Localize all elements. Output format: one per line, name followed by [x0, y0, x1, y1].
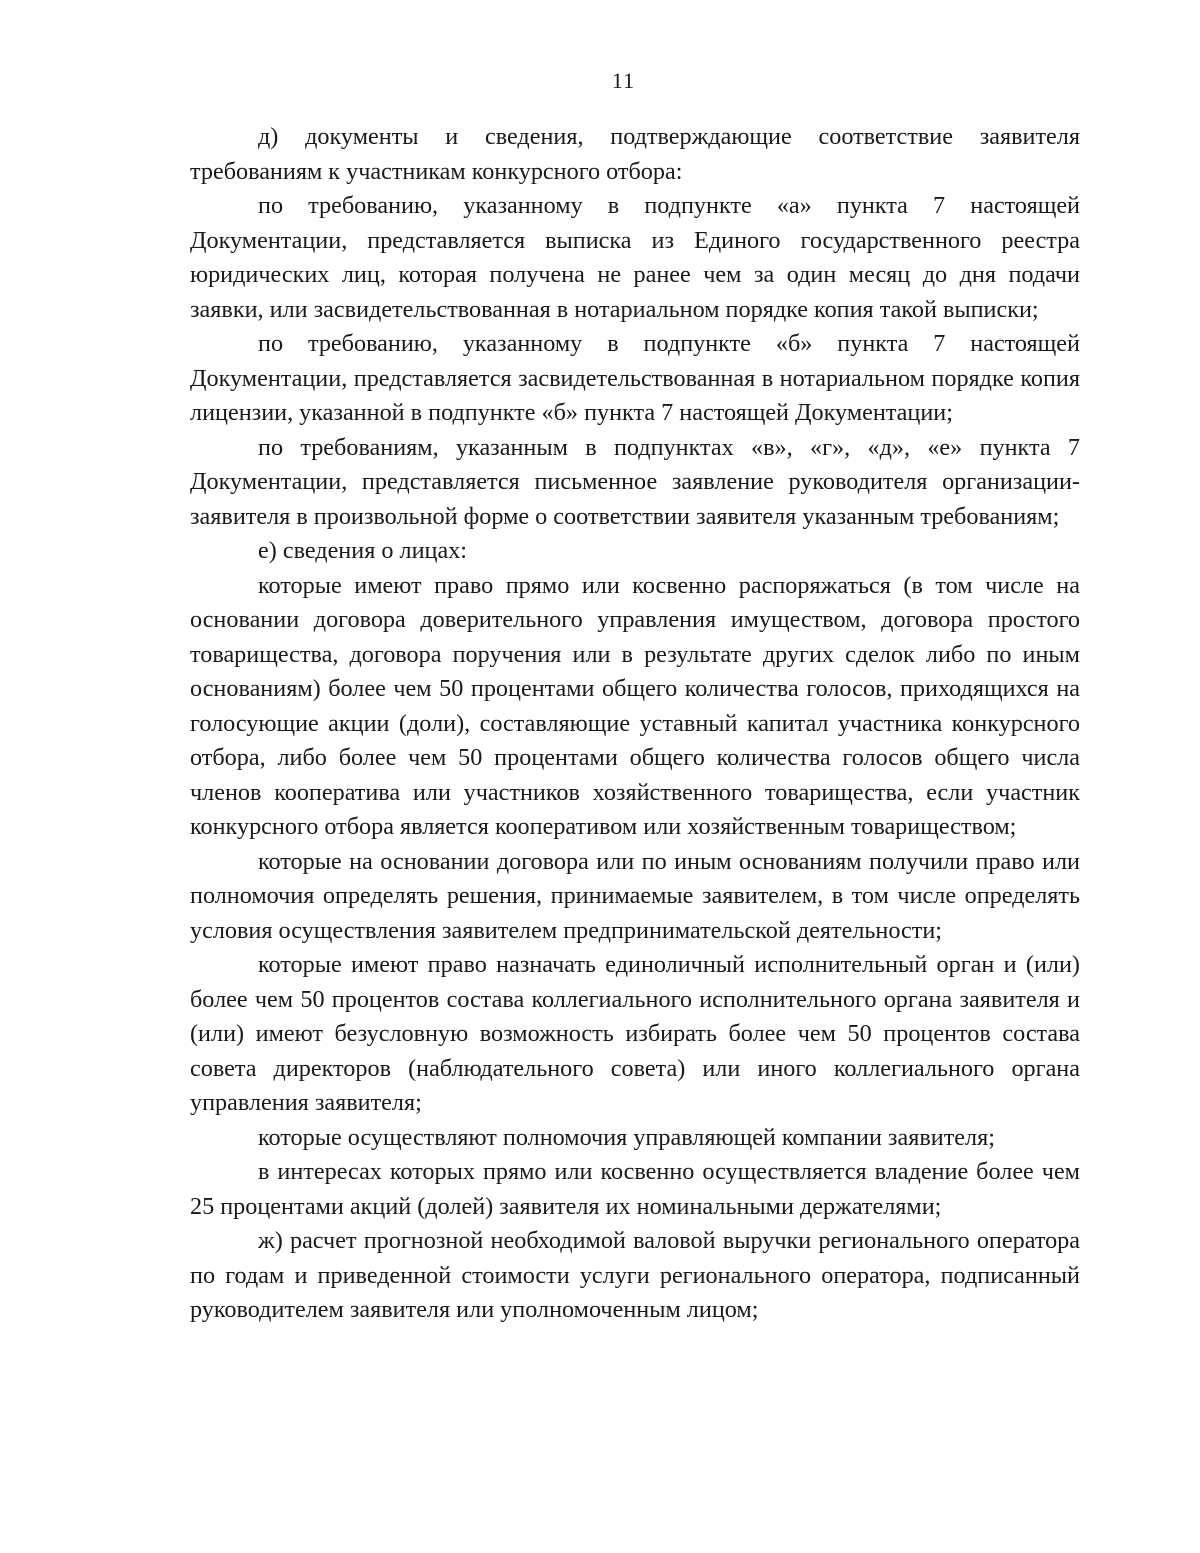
paragraph-persons-appoint-bodies: которые имеют право назначать единоличный исполнительный орган и (или) более чем 50 процентов состава коллегиального исполнительного органа заявителя и (или) имеют безусловную возможность избирать более чем 50 процентов состава совета директоров (наблюдательного совета) или иного коллегиального органа управления заявителя; — [190, 951, 1080, 1116]
paragraph-requirements-v-g-d-e: по требованиям, указанным в подпунктах «в», «г», «д», «е» пункта 7 Документации, представляется письменное заявление руководителя организации-заявителя в произвольной форме о соответствии заявителя указанным требованиям; — [190, 433, 1080, 530]
paragraph-persons-dispose-votes: которые имеют право прямо или косвенно распоряжаться (в том числе на основании договора доверительного управления имуществом, договора простого товарищества, договора поручения или в результате других сделок либо по иным основаниям) более чем 50 процентами общего количества голосов, приходящихся на голосующие акции (доли), составляющие уставный капитал участника конкурсного отбора, либо более чем 50 процентами общего количества голосов общего числа членов кооператива или участников хозяйственного товарищества, если участник конкурсного отбора является кооперативом или хозяйственным товариществом; — [190, 571, 1080, 840]
paragraph-persons-management-company: которые осуществляют полномочия управляющей компании заявителя; — [258, 1123, 995, 1151]
page-number: 11 — [611, 68, 636, 93]
paragraph-d-documents: д) документы и сведения, подтверждающие соответствие заявителя требованиям к участникам конкурсного отбора: — [190, 123, 1080, 185]
paragraph-persons-nominee-holders: в интересах которых прямо или косвенно осуществляется владение более чем 25 процентами акций (долей) заявителя их номинальными держателями; — [190, 1158, 1080, 1220]
paragraph-requirement-b: по требованию, указанному в подпункте «б» пункта 7 настоящей Документации, представляется засвидетельствованная в нотариальном порядке копия лицензии, указанной в подпункте «б» пункта 7 настоящей Документации; — [190, 330, 1080, 426]
paragraph-e-persons: е) сведения о лицах: — [258, 537, 468, 564]
paragraph-requirement-a: по требованию, указанному в подпункте «а» пункта 7 настоящей Документации, представляется выписка из Единого государственного реестра юридических лиц, которая получена не ранее чем за один месяц до дня подачи заявки, или засвидетельствованная в нотариальном порядке копия такой выписки; — [190, 192, 1080, 323]
paragraph-persons-determine-decisions: которые на основании договора или по иным основаниям получили право или полномочия определять решения, принимаемые заявителем, в том числе определять условия осуществления заявителем предпринимательской деятельности; — [190, 847, 1080, 944]
document-body — [190, 120, 1080, 1328]
paragraph-zh-revenue-calculation: ж) расчет прогнозной необходимой валовой выручки регионального оператора по годам и приведенной стоимости услуги регионального оператора, подписанный руководителем заявителя или уполномоченным лицом; — [190, 1227, 1080, 1323]
